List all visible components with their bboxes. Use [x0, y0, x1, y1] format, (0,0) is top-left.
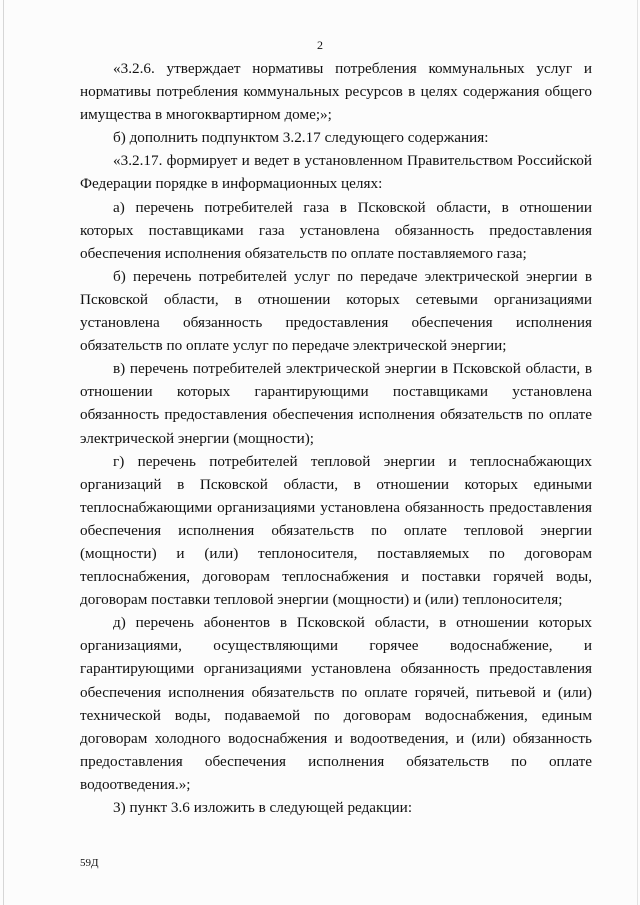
- paragraph: «3.2.6. утверждает нормативы потребления коммунальных услуг и нормативы потребления коммунальных ресурсов в целях содержания общего имущества в многоквартирном доме;»;: [80, 60, 592, 124]
- scan-edge-left: [3, 0, 4, 905]
- paragraph: 3) пункт 3.6 изложить в следующей редакции:: [113, 799, 413, 816]
- document-body: [80, 57, 592, 819]
- paragraph: г) перечень потребителей тепловой энергии и теплоснабжающих организаций в Псковской области, в отношении которых едиными теплоснабжающими организациями установлена обязанность предоставления обеспечения исполнения обязательств по оплате тепловой энергии (мощности) и (или) теплоносителя, поставляемых по договорам теплоснабжения, договорам теплоснабжения и поставки горячей воды, договорам поставки тепловой энергии (мощности) и (или) теплоносителя;: [80, 452, 592, 609]
- paragraph: б) перечень потребителей услуг по передаче электрической энергии в Псковской области, в отношении которых сетевыми организациями установлена обязанность предоставления обеспечения исполнения обязательств по оплате услуг по передаче электрической энергии;: [80, 267, 592, 355]
- paragraph: д) перечень абонентов в Псковской области, в отношении которых организациями, осуществляющими горячее водоснабжение, и гарантирующими организациями установлена обязанность предоставления обеспечения исполнения обязательств по оплате горячей, питьевой и (или) технической воды, подаваемой по договорам водоснабжения, единым договорам холодного водоснабжения и водоотведения, и (или) обязанность предоставления обеспечения исполнения обязательств по оплате водоотведения.»;: [80, 614, 592, 793]
- paragraph: в) перечень потребителей электрической энергии в Псковской области, в отношении которых гарантирующими поставщиками установлена обязанность предоставления обеспечения исполнения обязательств по оплате электрической энергии (мощности);: [80, 360, 592, 447]
- footer-document-code: 59Д: [80, 857, 99, 869]
- paragraph: а) перечень потребителей газа в Псковской области, в отношении которых поставщиками газа установлена обязанность предоставления обеспечения исполнения обязательств по оплате поставляемого газа;: [80, 198, 592, 262]
- page-number: 2: [317, 38, 323, 52]
- scan-edge-right: [637, 0, 638, 905]
- paragraph: «3.2.17. формирует и ведет в установленном Правительством Российской Федерации порядке в информационных целях:: [80, 152, 592, 193]
- paragraph: б) дополнить подпунктом 3.2.17 следующего содержания:: [113, 129, 489, 147]
